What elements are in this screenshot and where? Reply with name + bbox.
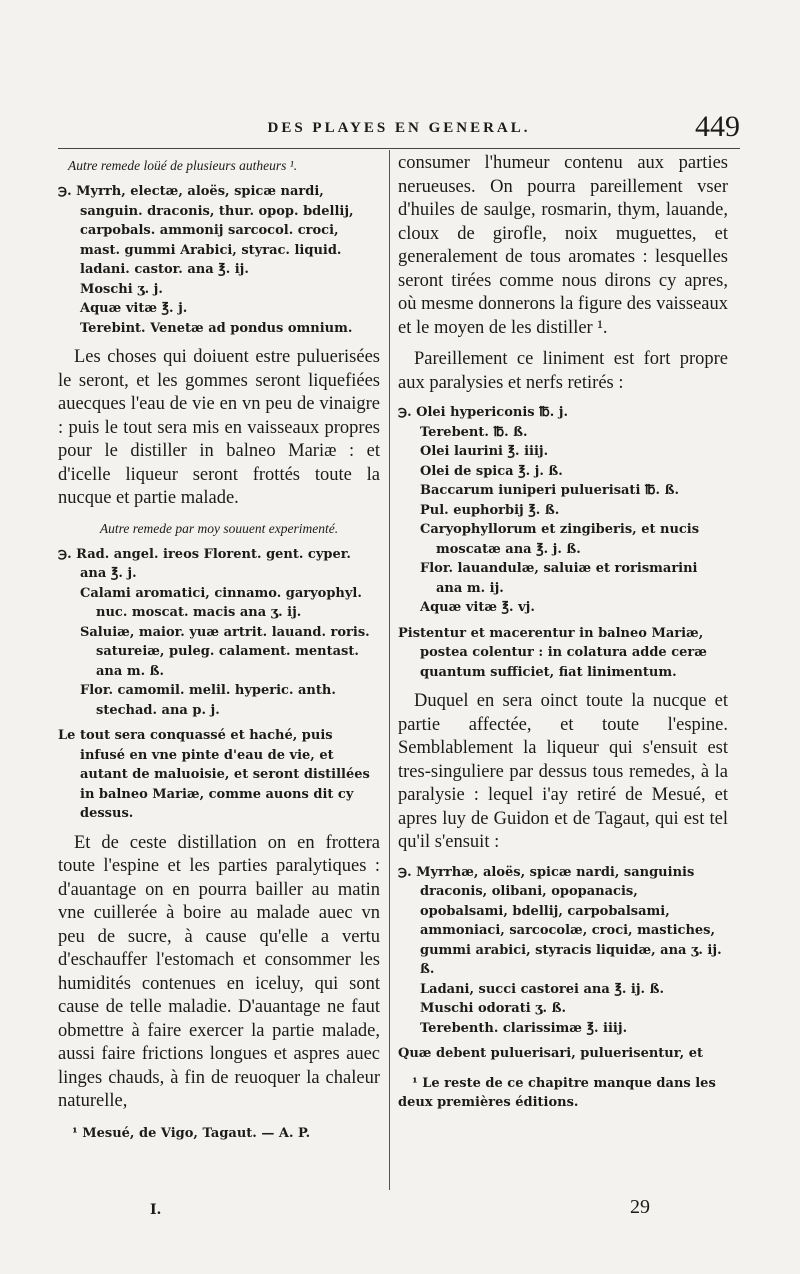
- recipe-line: Flor. lauandulæ, saluiæ et rorismarini ana m. ij.: [420, 561, 698, 596]
- left-heading-1: Autre remede loüé de plusieurs autheurs ¹.: [68, 158, 298, 173]
- recipe-line: Caryophyllorum et zingiberis, et nucis moscatæ ana ℥. j. ß.: [420, 522, 700, 557]
- recipe-line: Moschi ʒ. j.: [80, 281, 163, 297]
- recipe-line: Terebint. Venetæ ad pondus omnium.: [80, 320, 353, 336]
- recipe-line: ℈. Myrrhæ, aloës, spicæ nardi, sanguinis draconis, olibani, opopanacis, opobalsami, bdellij, carpobalsami, ammoniaci, sarcocolæ, croci, mastiches, gummi arabici, styracis liquidæ, ana ʒ. ij. ß.: [398, 864, 722, 977]
- paragraph-text: Duquel en sera oinct toute la nucque et partie affectée, et toute l'espine. Semblablement la liqueur qui s'ensuit est tres-singuliere par dessus tous remedes, à la paralysie : lequel i'ay retiré de Mesué, et apres luy de Guidon et de Tagaut, qui est tel qu'il s'ensuit :: [398, 691, 728, 852]
- recipe-line: Aquæ vitæ ℥. j.: [80, 301, 188, 316]
- left-recipe-2: [58, 545, 380, 721]
- left-heading-2: Autre remede par moy souuent experimenté.: [99, 520, 339, 536]
- paragraph-text: Pareillement ce liniment est fort propre aux paralysies et nerfs retirés :: [398, 349, 728, 393]
- left-paragraph-1: [58, 346, 380, 511]
- right-recipe-1: [398, 403, 728, 618]
- running-title: DES PLAYES EN GENERAL.: [267, 120, 531, 136]
- column-divider: [389, 150, 390, 1190]
- recipe-line: ℈. Olei hypericonis ℔. j.: [398, 405, 569, 420]
- recipe-line: Ladani, succi castorei ana ℥. ij. ß.: [420, 981, 664, 997]
- paragraph-text: Et de ceste distillation on en frottera toute l'espine et les parties paralytiques : d'auantage on en pourra bailler au matin vne cuillerée à boire au malade auec vn peu de sucre, à cause qu'elle a vertu d'eschauffer l'estomach et consommer les humidités contenues en iceluy, qui sont cause de telle maladie. D'auantage ne faut obmettre à faire exercer la partie malade, aussi faire frictions longues et aspres auec linges chauds, à fin de reuoquer la chaleur naturelle,: [58, 832, 380, 1111]
- right-preparation: [398, 624, 728, 683]
- paragraph-text: Les choses qui doiuent estre puluerisées le seront, et les gommes seront liquefiées auecques l'eau de vie en vn peu de vinaigre : puis le tout sera mis en vaisseaux propres pour le distiller in balneo Mariæ : et d'icelle liqueur seront frottés toute la nucque et partie malade.: [58, 347, 380, 508]
- recipe-line: Terebenth. clarissimæ ℥. iiij.: [420, 1020, 628, 1036]
- left-recipe-1: [58, 182, 380, 338]
- left-footnote: [58, 1124, 380, 1143]
- recipe-line: Olei laurini ℥. iiij.: [420, 444, 549, 459]
- recipe-line: Muschi odorati ʒ. ß.: [420, 1001, 567, 1016]
- footnote-text: ¹ Mesué, de Vigo, Tagaut. — A. P.: [72, 1125, 311, 1141]
- right-paragraph-2: [398, 348, 728, 395]
- left-column: [58, 152, 380, 1143]
- running-head: [58, 110, 740, 149]
- recipe-line: Aquæ vitæ ℥. vj.: [420, 600, 535, 615]
- paragraph-text: Quæ debent puluerisari, puluerisentur, et: [398, 1046, 703, 1061]
- paragraph-text: Pistentur et macerentur in balneo Mariæ, postea colentur : in colatura adde ceræ quantum sufficiet, fiat linimentum.: [398, 625, 707, 680]
- right-recipe-2: [398, 863, 728, 1039]
- recipe-line: Calami aromatici, cinnamo. garyophyl. nuc. moscat. macis ana ʒ. ij.: [80, 585, 362, 620]
- recipe-line: Pul. euphorbij ℥. ß.: [420, 502, 560, 518]
- right-column: [398, 152, 728, 1112]
- recipe-line: Baccarum iuniperi puluerisati ℔. ß.: [420, 483, 679, 498]
- left-paragraph-3: [58, 832, 380, 1114]
- right-paragraph-1: [398, 152, 728, 340]
- right-paragraph-3: [398, 690, 728, 855]
- recipe-line: ℈. Myrrh, electæ, aloës, spicæ nardi, sanguin. draconis, thur. opop. bdellij, carpobals. ammonij sarcocol. croci, mast. gummi Arabici, styrac. liquid. ladani. castor. ana ℥. ij.: [58, 184, 354, 277]
- paragraph-text: consumer l'humeur contenu aux parties nerueuses. On pourra pareillement vser d'huiles de saulge, rosmarin, thym, lauande, cloux de girofle, noix muguettes, et generalement de tous aromates : lesquelles seront tirées comme nous dirons cy apres, où mesme donnerons la figure des vaisseaux et le moyen de les distiller ¹.: [398, 153, 728, 338]
- recipe-line: Terebent. ℔. ß.: [420, 424, 528, 440]
- signature-mark: I.: [150, 1202, 162, 1218]
- page-number: 449: [695, 110, 740, 143]
- right-footnote: [398, 1074, 728, 1112]
- gathering-number: 29: [630, 1196, 650, 1218]
- recipe-line: Olei de spica ℥. j. ß.: [420, 463, 563, 479]
- footnote-text: ¹ Le reste de ce chapitre manque dans les deux premières éditions.: [398, 1075, 716, 1110]
- right-closing: [398, 1044, 728, 1064]
- recipe-line: Flor. camomil. melil. hyperic. anth. stechad. ana p. j.: [80, 683, 336, 718]
- paragraph-text: Le tout sera conquassé et haché, puis infusé en vne pinte d'eau de vie, et autant de maluoisie, et seront distillées in balneo Mariæ, comme auons dit cy dessus.: [58, 728, 370, 821]
- left-paragraph-2: [58, 726, 380, 824]
- recipe-line: ℈. Rad. angel. ireos Florent. gent. cyper. ana ℥. j.: [58, 546, 351, 581]
- recipe-line: Saluiæ, maior. yuæ artrit. lauand. roris. satureiæ, puleg. calament. mentast. ana m. ß.: [80, 624, 370, 679]
